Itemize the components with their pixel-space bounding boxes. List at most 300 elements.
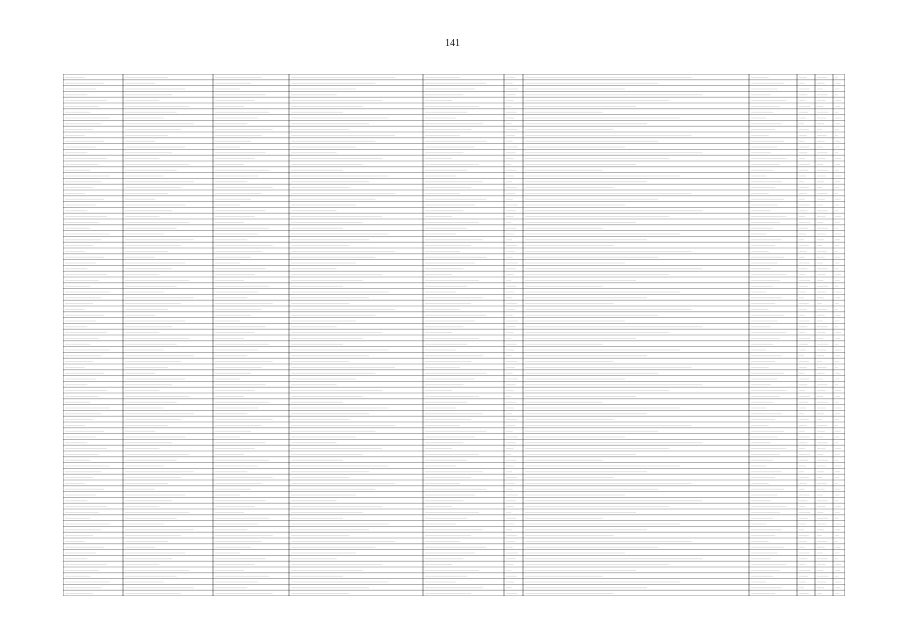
text-placeholder bbox=[799, 118, 806, 119]
text-placeholder bbox=[506, 437, 518, 438]
text-placeholder bbox=[506, 512, 511, 513]
text-placeholder bbox=[425, 315, 487, 316]
text-placeholder bbox=[835, 390, 841, 391]
text-placeholder bbox=[125, 402, 177, 403]
text-placeholder bbox=[65, 274, 107, 275]
text-placeholder bbox=[835, 187, 839, 188]
text-placeholder bbox=[525, 280, 636, 281]
text-placeholder bbox=[525, 472, 647, 473]
text-placeholder bbox=[525, 506, 669, 507]
text-placeholder bbox=[291, 570, 363, 571]
text-placeholder bbox=[799, 240, 804, 241]
text-placeholder bbox=[125, 588, 194, 589]
text-placeholder bbox=[817, 332, 825, 333]
text-placeholder bbox=[751, 402, 773, 403]
text-placeholder bbox=[291, 408, 389, 409]
text-placeholder bbox=[525, 396, 636, 397]
text-placeholder bbox=[799, 593, 809, 594]
text-placeholder bbox=[425, 83, 487, 84]
text-placeholder bbox=[835, 588, 840, 589]
text-placeholder bbox=[506, 280, 511, 281]
text-placeholder bbox=[506, 367, 515, 368]
text-placeholder bbox=[799, 222, 810, 223]
text-placeholder bbox=[817, 570, 823, 571]
text-placeholder bbox=[65, 257, 104, 258]
text-placeholder bbox=[835, 332, 841, 333]
text-placeholder bbox=[125, 292, 164, 293]
text-placeholder bbox=[125, 518, 177, 519]
text-placeholder bbox=[525, 170, 603, 171]
text-placeholder bbox=[425, 222, 479, 223]
text-placeholder bbox=[215, 187, 273, 188]
text-placeholder bbox=[799, 588, 804, 589]
text-placeholder bbox=[125, 501, 172, 502]
text-placeholder bbox=[835, 570, 840, 571]
text-placeholder bbox=[835, 477, 839, 478]
text-placeholder bbox=[525, 437, 625, 438]
text-placeholder bbox=[425, 588, 483, 589]
text-placeholder bbox=[525, 257, 658, 258]
text-placeholder bbox=[215, 472, 247, 473]
text-placeholder bbox=[525, 222, 636, 223]
text-placeholder bbox=[525, 593, 614, 594]
text-placeholder bbox=[835, 506, 841, 507]
text-placeholder bbox=[425, 489, 487, 490]
text-placeholder bbox=[65, 559, 87, 560]
text-placeholder bbox=[751, 199, 784, 200]
text-placeholder bbox=[65, 576, 90, 577]
text-placeholder bbox=[525, 495, 625, 496]
text-placeholder bbox=[425, 182, 483, 183]
text-placeholder bbox=[215, 257, 251, 258]
text-placeholder bbox=[506, 77, 515, 78]
text-placeholder bbox=[525, 95, 703, 96]
text-placeholder bbox=[291, 448, 382, 449]
text-placeholder bbox=[751, 350, 766, 351]
text-placeholder bbox=[799, 187, 809, 188]
text-placeholder bbox=[835, 228, 839, 229]
text-placeholder bbox=[817, 356, 824, 357]
text-placeholder bbox=[817, 158, 825, 159]
text-placeholder bbox=[835, 460, 839, 461]
text-placeholder bbox=[425, 344, 467, 345]
text-placeholder bbox=[425, 95, 464, 96]
text-placeholder bbox=[525, 541, 692, 542]
text-placeholder bbox=[506, 303, 517, 304]
text-placeholder bbox=[425, 77, 460, 78]
text-placeholder bbox=[835, 541, 838, 542]
text-placeholder bbox=[65, 408, 110, 409]
text-placeholder bbox=[425, 153, 464, 154]
text-placeholder bbox=[506, 124, 512, 125]
text-placeholder bbox=[751, 286, 773, 287]
text-placeholder bbox=[125, 553, 185, 554]
text-placeholder bbox=[751, 454, 780, 455]
text-placeholder bbox=[799, 466, 806, 467]
text-placeholder bbox=[65, 292, 110, 293]
text-placeholder bbox=[215, 408, 258, 409]
text-placeholder bbox=[817, 483, 827, 484]
text-placeholder bbox=[751, 153, 771, 154]
text-placeholder bbox=[291, 588, 369, 589]
text-placeholder bbox=[125, 280, 190, 281]
text-placeholder bbox=[525, 518, 603, 519]
text-placeholder bbox=[125, 164, 190, 165]
text-placeholder bbox=[65, 419, 93, 420]
text-placeholder bbox=[799, 298, 804, 299]
text-placeholder bbox=[835, 425, 838, 426]
text-placeholder bbox=[799, 408, 806, 409]
text-placeholder bbox=[817, 205, 823, 206]
text-placeholder bbox=[751, 501, 771, 502]
text-placeholder bbox=[215, 425, 262, 426]
text-placeholder bbox=[215, 182, 247, 183]
text-placeholder bbox=[125, 385, 172, 386]
text-placeholder bbox=[215, 292, 258, 293]
text-placeholder bbox=[799, 454, 810, 455]
text-placeholder bbox=[817, 431, 825, 432]
text-placeholder bbox=[215, 124, 247, 125]
text-placeholder bbox=[291, 216, 382, 217]
text-placeholder bbox=[65, 327, 87, 328]
text-placeholder bbox=[125, 245, 181, 246]
text-placeholder bbox=[506, 506, 514, 507]
text-placeholder bbox=[215, 153, 265, 154]
text-placeholder bbox=[215, 361, 273, 362]
text-placeholder bbox=[125, 512, 190, 513]
text-placeholder bbox=[125, 489, 155, 490]
text-placeholder bbox=[817, 303, 822, 304]
text-placeholder bbox=[425, 512, 479, 513]
text-placeholder bbox=[799, 448, 805, 449]
text-placeholder bbox=[835, 472, 840, 473]
text-placeholder bbox=[799, 332, 805, 333]
text-placeholder bbox=[291, 269, 337, 270]
text-placeholder bbox=[291, 385, 337, 386]
text-placeholder bbox=[65, 129, 93, 130]
text-placeholder bbox=[65, 112, 90, 113]
text-placeholder bbox=[65, 170, 90, 171]
text-placeholder bbox=[65, 454, 99, 455]
text-placeholder bbox=[125, 176, 164, 177]
text-placeholder bbox=[506, 530, 512, 531]
text-placeholder bbox=[799, 547, 805, 548]
text-placeholder bbox=[506, 593, 517, 594]
text-placeholder bbox=[817, 135, 827, 136]
text-placeholder bbox=[65, 280, 99, 281]
text-placeholder bbox=[65, 483, 85, 484]
text-placeholder bbox=[799, 135, 807, 136]
text-placeholder bbox=[506, 338, 511, 339]
text-placeholder bbox=[525, 135, 692, 136]
text-placeholder bbox=[751, 124, 782, 125]
text-placeholder bbox=[291, 576, 343, 577]
text-placeholder bbox=[215, 83, 251, 84]
text-placeholder bbox=[799, 199, 805, 200]
text-placeholder bbox=[506, 95, 516, 96]
text-placeholder bbox=[525, 448, 669, 449]
text-placeholder bbox=[65, 205, 96, 206]
text-placeholder bbox=[817, 373, 825, 374]
text-placeholder bbox=[751, 495, 777, 496]
text-placeholder bbox=[125, 83, 155, 84]
text-placeholder bbox=[506, 582, 514, 583]
text-placeholder bbox=[215, 158, 255, 159]
text-placeholder bbox=[525, 234, 680, 235]
text-placeholder bbox=[425, 321, 475, 322]
text-placeholder bbox=[215, 443, 265, 444]
text-placeholder bbox=[799, 443, 807, 444]
text-placeholder bbox=[125, 535, 181, 536]
text-placeholder bbox=[425, 402, 467, 403]
text-placeholder bbox=[425, 251, 460, 252]
text-placeholder bbox=[751, 472, 782, 473]
text-placeholder bbox=[125, 129, 181, 130]
text-placeholder bbox=[506, 356, 512, 357]
text-placeholder bbox=[125, 506, 159, 507]
text-placeholder bbox=[291, 89, 356, 90]
text-placeholder bbox=[65, 332, 107, 333]
text-placeholder bbox=[65, 158, 107, 159]
text-placeholder bbox=[506, 118, 514, 119]
text-placeholder bbox=[291, 222, 363, 223]
text-placeholder bbox=[425, 408, 456, 409]
text-placeholder bbox=[215, 193, 262, 194]
text-placeholder bbox=[506, 309, 515, 310]
text-placeholder bbox=[525, 269, 703, 270]
text-placeholder bbox=[751, 234, 766, 235]
text-placeholder bbox=[525, 112, 603, 113]
text-placeholder bbox=[817, 298, 824, 299]
text-placeholder bbox=[835, 454, 840, 455]
text-placeholder bbox=[835, 234, 841, 235]
text-placeholder bbox=[817, 164, 823, 165]
text-placeholder bbox=[835, 170, 839, 171]
text-placeholder bbox=[425, 170, 467, 171]
text-placeholder bbox=[215, 356, 247, 357]
text-placeholder bbox=[525, 553, 625, 554]
text-placeholder bbox=[506, 344, 517, 345]
text-placeholder bbox=[751, 112, 773, 113]
text-placeholder bbox=[817, 251, 827, 252]
text-placeholder bbox=[817, 466, 826, 467]
text-placeholder bbox=[751, 437, 777, 438]
text-placeholder bbox=[291, 466, 389, 467]
text-placeholder bbox=[291, 419, 350, 420]
text-placeholder bbox=[291, 414, 369, 415]
text-placeholder bbox=[65, 234, 110, 235]
text-placeholder bbox=[125, 100, 159, 101]
text-placeholder bbox=[835, 251, 838, 252]
text-placeholder bbox=[125, 112, 177, 113]
text-placeholder bbox=[291, 564, 382, 565]
text-placeholder bbox=[751, 292, 766, 293]
text-placeholder bbox=[506, 385, 516, 386]
text-placeholder bbox=[525, 425, 692, 426]
text-placeholder bbox=[125, 106, 190, 107]
text-placeholder bbox=[835, 443, 838, 444]
text-placeholder bbox=[506, 193, 515, 194]
text-placeholder bbox=[215, 419, 273, 420]
text-placeholder bbox=[835, 396, 840, 397]
text-placeholder bbox=[425, 582, 456, 583]
text-placeholder bbox=[125, 135, 168, 136]
text-placeholder bbox=[506, 205, 518, 206]
text-placeholder bbox=[799, 141, 805, 142]
text-placeholder bbox=[525, 402, 603, 403]
text-placeholder bbox=[751, 448, 786, 449]
text-placeholder bbox=[835, 373, 841, 374]
text-placeholder bbox=[751, 327, 771, 328]
text-placeholder bbox=[817, 118, 826, 119]
text-placeholder bbox=[525, 83, 658, 84]
text-placeholder bbox=[215, 402, 269, 403]
text-placeholder bbox=[291, 402, 343, 403]
text-placeholder bbox=[291, 501, 337, 502]
text-placeholder bbox=[817, 147, 823, 148]
text-placeholder bbox=[291, 199, 376, 200]
text-placeholder bbox=[125, 251, 168, 252]
text-placeholder bbox=[525, 158, 669, 159]
text-placeholder bbox=[425, 593, 471, 594]
text-placeholder bbox=[291, 309, 395, 310]
text-placeholder bbox=[525, 408, 680, 409]
text-placeholder bbox=[525, 164, 636, 165]
text-placeholder bbox=[215, 390, 255, 391]
text-placeholder bbox=[835, 327, 838, 328]
text-placeholder bbox=[506, 350, 514, 351]
text-placeholder bbox=[799, 425, 807, 426]
text-placeholder bbox=[835, 100, 841, 101]
text-placeholder bbox=[751, 460, 773, 461]
text-placeholder bbox=[835, 448, 841, 449]
text-placeholder bbox=[215, 95, 265, 96]
text-placeholder bbox=[215, 129, 273, 130]
text-placeholder bbox=[835, 286, 839, 287]
text-placeholder bbox=[751, 193, 769, 194]
text-placeholder bbox=[506, 541, 515, 542]
text-placeholder bbox=[835, 593, 839, 594]
text-placeholder bbox=[751, 547, 784, 548]
text-placeholder bbox=[291, 535, 350, 536]
text-placeholder bbox=[215, 303, 273, 304]
text-placeholder bbox=[125, 327, 172, 328]
text-placeholder bbox=[425, 211, 464, 212]
text-placeholder bbox=[291, 124, 369, 125]
text-placeholder bbox=[817, 524, 826, 525]
text-placeholder bbox=[215, 379, 240, 380]
text-placeholder bbox=[817, 530, 824, 531]
text-placeholder bbox=[525, 263, 625, 264]
text-placeholder bbox=[425, 361, 471, 362]
text-placeholder bbox=[65, 118, 110, 119]
text-placeholder bbox=[425, 466, 456, 467]
text-placeholder bbox=[215, 547, 251, 548]
text-placeholder bbox=[817, 535, 822, 536]
text-placeholder bbox=[291, 344, 343, 345]
text-placeholder bbox=[817, 576, 828, 577]
text-placeholder bbox=[125, 367, 168, 368]
text-placeholder bbox=[215, 245, 273, 246]
text-placeholder bbox=[215, 176, 258, 177]
text-placeholder bbox=[65, 425, 85, 426]
text-placeholder bbox=[425, 176, 456, 177]
text-placeholder bbox=[506, 564, 514, 565]
text-placeholder bbox=[425, 332, 452, 333]
text-placeholder bbox=[425, 495, 475, 496]
text-placeholder bbox=[835, 89, 839, 90]
text-placeholder bbox=[506, 559, 516, 560]
text-placeholder bbox=[525, 524, 680, 525]
text-placeholder bbox=[835, 582, 841, 583]
text-placeholder bbox=[65, 77, 85, 78]
text-placeholder bbox=[817, 477, 822, 478]
text-placeholder bbox=[506, 228, 517, 229]
text-placeholder bbox=[125, 170, 177, 171]
text-placeholder bbox=[65, 106, 99, 107]
text-placeholder bbox=[65, 182, 101, 183]
text-placeholder bbox=[506, 274, 514, 275]
text-placeholder bbox=[799, 83, 805, 84]
text-placeholder bbox=[215, 338, 244, 339]
text-placeholder bbox=[506, 501, 516, 502]
text-placeholder bbox=[291, 83, 376, 84]
text-placeholder bbox=[215, 274, 255, 275]
text-placeholder bbox=[125, 570, 190, 571]
text-placeholder bbox=[835, 385, 838, 386]
text-placeholder bbox=[215, 588, 247, 589]
text-placeholder bbox=[65, 147, 96, 148]
text-placeholder bbox=[65, 263, 96, 264]
text-placeholder bbox=[817, 100, 825, 101]
text-placeholder bbox=[291, 176, 389, 177]
text-placeholder bbox=[425, 298, 483, 299]
text-placeholder bbox=[65, 501, 87, 502]
text-placeholder bbox=[799, 106, 810, 107]
text-placeholder bbox=[291, 541, 395, 542]
text-placeholder bbox=[506, 402, 517, 403]
text-placeholder bbox=[291, 153, 337, 154]
text-placeholder bbox=[425, 158, 452, 159]
text-placeholder bbox=[817, 402, 828, 403]
text-placeholder bbox=[65, 222, 99, 223]
text-placeholder bbox=[125, 205, 185, 206]
text-placeholder bbox=[751, 129, 775, 130]
text-placeholder bbox=[799, 234, 806, 235]
text-placeholder bbox=[65, 187, 93, 188]
text-placeholder bbox=[506, 419, 517, 420]
text-placeholder bbox=[506, 106, 511, 107]
text-placeholder bbox=[525, 419, 614, 420]
text-placeholder bbox=[817, 518, 828, 519]
text-placeholder bbox=[425, 234, 456, 235]
text-placeholder bbox=[65, 251, 85, 252]
text-placeholder bbox=[425, 129, 471, 130]
text-placeholder bbox=[835, 414, 840, 415]
text-placeholder bbox=[125, 141, 155, 142]
text-placeholder bbox=[65, 361, 93, 362]
text-placeholder bbox=[817, 211, 828, 212]
text-placeholder bbox=[835, 77, 838, 78]
text-placeholder bbox=[835, 182, 840, 183]
text-placeholder bbox=[125, 431, 155, 432]
text-placeholder bbox=[291, 274, 382, 275]
text-placeholder bbox=[799, 286, 808, 287]
text-placeholder bbox=[799, 350, 806, 351]
text-placeholder bbox=[799, 170, 808, 171]
text-placeholder bbox=[65, 240, 101, 241]
text-placeholder bbox=[125, 158, 159, 159]
